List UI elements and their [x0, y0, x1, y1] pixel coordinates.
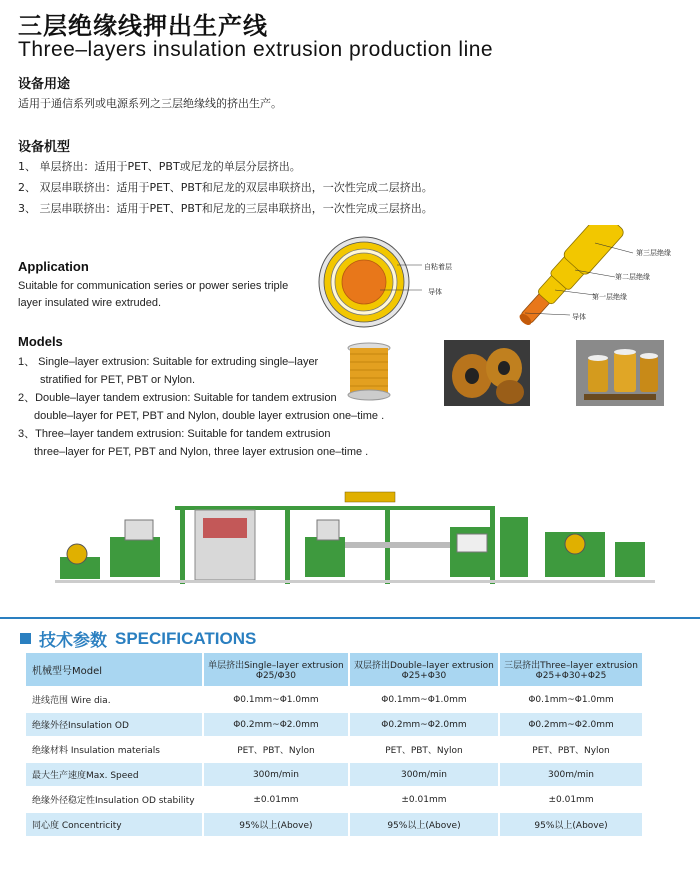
spec-cell: Φ0.2mm~Φ2.0mm [350, 713, 498, 736]
models-item-cn: 2、 双层串联挤出：适用于PET、PBT和尼龙的双层串联挤出，一次性完成二层挤出。 [18, 181, 433, 194]
spools-dark-photo [444, 340, 530, 406]
application-heading: Application [18, 259, 89, 274]
spec-cell: PET、PBT、Nylon [204, 738, 348, 761]
spec-row-label: 绝缘材料 Insulation materials [26, 738, 202, 761]
spec-row-label: 绝缘外径稳定性Insulation OD stability [26, 788, 202, 811]
spec-row [26, 738, 642, 761]
production-line-photo [55, 482, 655, 587]
page-title-cn: 三层绝缘线押出生产线 [18, 12, 268, 40]
spools-set-photo [576, 340, 664, 406]
label-second-insulation: 第二层绝缘 [615, 273, 650, 281]
spec-cell: 单层挤出Single–layer extrusion Φ25/Φ30 [204, 653, 348, 686]
spec-row [26, 788, 642, 811]
spec-row-label: 绝缘外径Insulation OD [26, 713, 202, 736]
models-line-en: stratified for PET, PBT or Nylon. [40, 374, 196, 386]
spec-heading-cn: 技术参数 [39, 631, 107, 651]
spec-cell: 95%以上(Above) [500, 813, 642, 836]
spec-cell: 双层挤出Double–layer extrusion Φ25+Φ30 [350, 653, 498, 686]
spec-row-label: 机械型号Model [26, 653, 202, 686]
models-item-cn: 3、 三层串联挤出：适用于PET、PBT和尼龙的三层串联挤出，一次性完成三层挤出。 [18, 202, 433, 215]
spec-cell: Φ0.2mm~Φ2.0mm [204, 713, 348, 736]
cross-section-diagram [312, 232, 422, 332]
spec-cell: 95%以上(Above) [204, 813, 348, 836]
label-self-adhesive: 自粘着层 [424, 263, 452, 271]
models-item-cn: 1、 单层挤出：适用于PET、PBT或尼龙的单层分层挤出。 [18, 160, 301, 173]
spec-cell: 300m/min [204, 763, 348, 786]
spec-table [24, 651, 644, 838]
spec-cell: ±0.01mm [500, 788, 642, 811]
models-line-en: 1、 Single–layer extrusion: Suitable for extruding single–layer [18, 356, 319, 368]
purpose-heading-cn: 设备用途 [18, 77, 71, 92]
spec-header-row [26, 653, 642, 686]
spec-cell: 300m/min [350, 763, 498, 786]
spec-cell: 三层挤出Three–layer extrusion Φ25+Φ30+Φ25 [500, 653, 642, 686]
spec-cell: 95%以上(Above) [350, 813, 498, 836]
models-line-en: 2、Double–layer tandem extrusion: Suitable for tandem extrusion [18, 392, 337, 404]
models-line-en: three–layer for PET, PBT and Nylon, three layer extrusion one–time . [34, 446, 369, 458]
label-third-insulation: 第三层绝缘 [636, 249, 671, 257]
label-first-insulation: 第一层绝缘 [592, 293, 627, 301]
spec-cell: PET、PBT、Nylon [500, 738, 642, 761]
page-title-en: Three–layers insulation extrusion production line [18, 38, 494, 61]
spec-row [26, 688, 642, 711]
spec-cell: Φ0.1mm~Φ1.0mm [204, 688, 348, 711]
spec-square-icon [20, 633, 31, 644]
models-line-en: double–layer for PET, PBT and Nylon, double layer extrusion one–time . [34, 410, 385, 422]
cross-section-conductor [342, 260, 386, 304]
models-line-en: 3、Three–layer tandem extrusion: Suitable for tandem extrusion [18, 428, 331, 440]
spec-cell: Φ0.1mm~Φ1.0mm [500, 688, 642, 711]
wire-spool-photo [344, 340, 394, 402]
models-heading-en: Models [18, 334, 63, 349]
spec-heading [20, 626, 256, 651]
spec-cell: Φ0.1mm~Φ1.0mm [350, 688, 498, 711]
spec-heading-en: SPECIFICATIONS [115, 628, 257, 648]
spec-cell: 300m/min [500, 763, 642, 786]
spec-cell: PET、PBT、Nylon [350, 738, 498, 761]
spec-row-label: 同心度 Concentricity [26, 813, 202, 836]
spec-cell: ±0.01mm [350, 788, 498, 811]
label-conductor: 导体 [428, 288, 442, 296]
models-heading-cn: 设备机型 [18, 140, 71, 155]
spec-divider [0, 617, 700, 619]
layered-wire-diagram [495, 225, 635, 330]
purpose-text-cn: 适用于通信系列或电源系列之三层绝缘线的挤出生产。 [18, 97, 282, 110]
spec-row [26, 813, 642, 836]
spec-row-label: 最大生产速度Max. Speed [26, 763, 202, 786]
spec-cell: ±0.01mm [204, 788, 348, 811]
spec-row-label: 进线范围 Wire dia. [26, 688, 202, 711]
spec-cell: Φ0.2mm~Φ2.0mm [500, 713, 642, 736]
application-line: Suitable for communication series or power series triple [18, 280, 289, 292]
label-wire-conductor: 导体 [572, 313, 586, 321]
spec-row [26, 713, 642, 736]
spec-row [26, 763, 642, 786]
application-line: layer insulated wire extruded. [18, 297, 162, 309]
